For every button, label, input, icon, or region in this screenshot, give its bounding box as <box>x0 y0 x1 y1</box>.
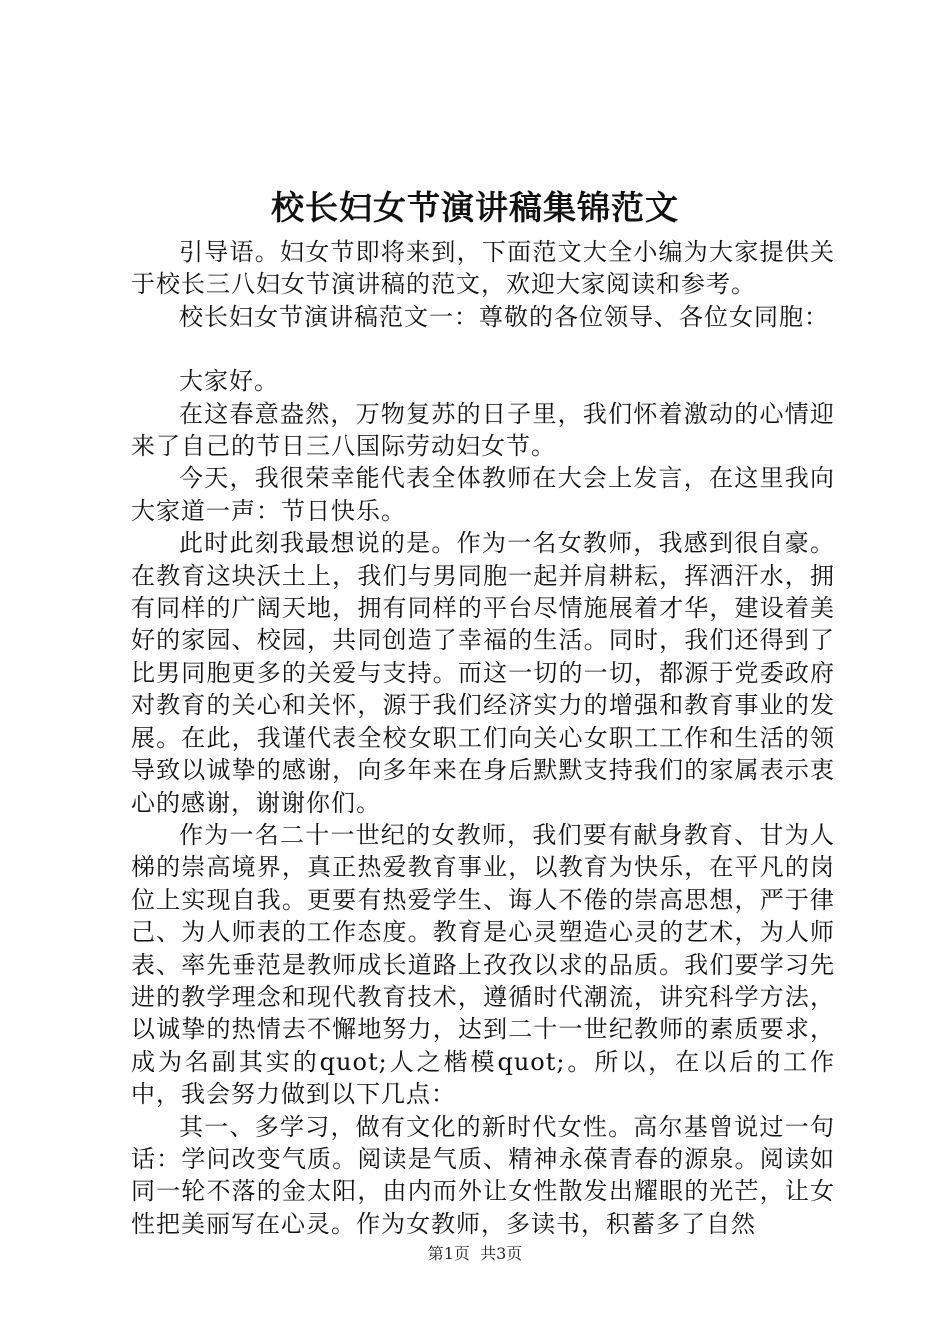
document-body <box>131 236 835 1240</box>
paragraph-greeting: 大家好。 <box>179 367 279 396</box>
page-footer <box>0 1243 950 1265</box>
page-total: 共3页 <box>480 1244 523 1263</box>
paragraph-intro: 引导语。妇女节即将来到，下面范文大全小编为大家提供关于校长三八妇女节演讲稿的范文，欢迎大家阅读和参考。 <box>131 238 835 299</box>
paragraph-pride: 此时此刻我最想说的是。作为一名女教师，我感到很自豪。在教育这块沃土上，我们与男同胞一起并肩耕耘，挥洒汗水，拥有同样的广阔天地，拥有同样的平台尽情施展着才华，建设着美好的家园、校园，共同创造了幸福的生活。同时，我们还得到了比男同胞更多的关爱与支持。而这一切的一切，都源于党委政府对教育的关心和关怀，源于我们经济实力的增强和教育事业的发展。在此，我谨代表全校女职工们向关心女职工工作和生活的领导致以诚挚的感谢，向多年来在身后默默支持我们的家属表示衷心的感谢，谢谢你们。 <box>131 529 835 817</box>
paragraph-point-one: 其一、多学习，做有文化的新时代女性。高尔基曾说过一句话：学问改变气质。阅读是气质、精神永葆青春的源泉。阅读如同一轮不落的金太阳，由内而外让女性散发出耀眼的光芒，让女性把美丽写在心灵。作为女教师，多读书，积蓄多了自然 <box>131 1112 835 1238</box>
page-number: 第1页 <box>427 1244 470 1263</box>
paragraph-honor: 今天，我很荣幸能代表全体教师在大会上发言，在这里我向大家道一声：节日快乐。 <box>131 464 835 525</box>
paragraph-salutation: 校长妇女节演讲稿范文一：尊敬的各位领导、各位女同胞： <box>179 302 829 331</box>
paragraph-teacher-duty: 作为一名二十一世纪的女教师，我们要有献身教育、甘为人梯的崇高境界，真正热爱教育事业，以教育为快乐，在平凡的岗位上实现自我。更要有热爱学生、诲人不倦的崇高思想，严于律己、为人师表的工作态度。教育是心灵塑造心灵的艺术，为人师表、率先垂范是教师成长道路上孜孜以求的品质。我们要学习先进的教学理念和现代教育技术，遵循时代潮流，讲究科学方法，以诚挚的热情去不懈地努力，达到二十一世纪教师的素质要求，成为名副其实的quot;人之楷模quot;。所以，在以后的工作中，我会努力做到以下几点： <box>131 820 835 1109</box>
document-title: 校长妇女节演讲稿集锦范文 <box>271 188 679 227</box>
footer-spacer <box>470 1244 480 1263</box>
paragraph-spring: 在这春意盎然，万物复苏的日子里，我们怀着激动的心情迎来了自己的节日三八国际劳动妇女节。 <box>131 399 835 461</box>
